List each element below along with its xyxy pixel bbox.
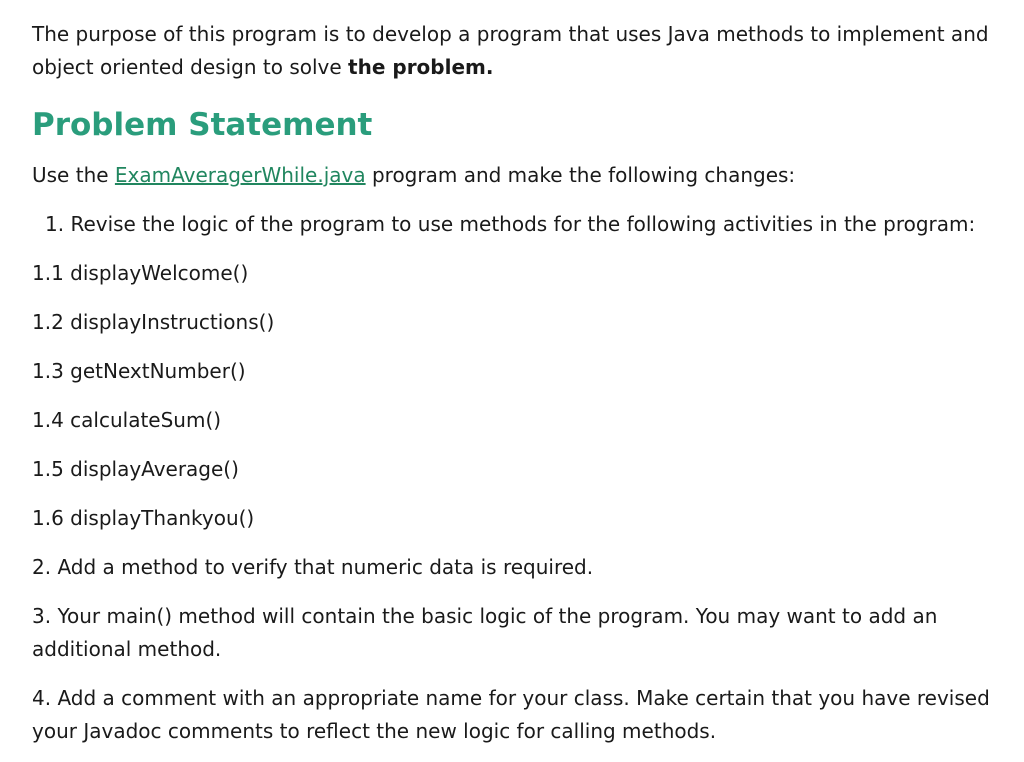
step-1-text: 1. Revise the logic of the program to use methods for the following activities in the program:: [45, 212, 976, 236]
step-4-text: 4. Add a comment with an appropriate name for your class. Make certain that you have revised your Javadoc comments to reflect the new logic for calling methods.: [32, 686, 990, 743]
method-item: 1.4 calculateSum(): [32, 408, 222, 432]
problem-statement-heading: Problem Statement: [32, 107, 373, 143]
lead-prefix: Use the: [32, 163, 115, 187]
step-3-text: 3. Your main() method will contain the basic logic of the program. You may want to add an additional method.: [32, 604, 938, 661]
lead-paragraph: [32, 159, 992, 192]
exam-averager-link[interactable]: ExamAveragerWhile.java: [114, 163, 366, 187]
method-item: 1.6 displayThankyou(): [32, 506, 255, 530]
intro-paragraph: [32, 18, 992, 84]
intro-text: The purpose of this program is to develop a program that uses Java methods to implement and object oriented design to solve: [32, 22, 989, 79]
method-item: 1.5 displayAverage(): [32, 457, 239, 481]
method-item: 1.2 displayInstructions(): [32, 310, 275, 334]
method-item: 1.3 getNextNumber(): [32, 359, 246, 383]
intro-bold-text: the problem.: [348, 55, 494, 79]
lead-suffix: program and make the following changes:: [365, 163, 796, 187]
step-2-text: 2. Add a method to verify that numeric data is required.: [32, 555, 594, 579]
method-item: 1.1 displayWelcome(): [32, 261, 249, 285]
